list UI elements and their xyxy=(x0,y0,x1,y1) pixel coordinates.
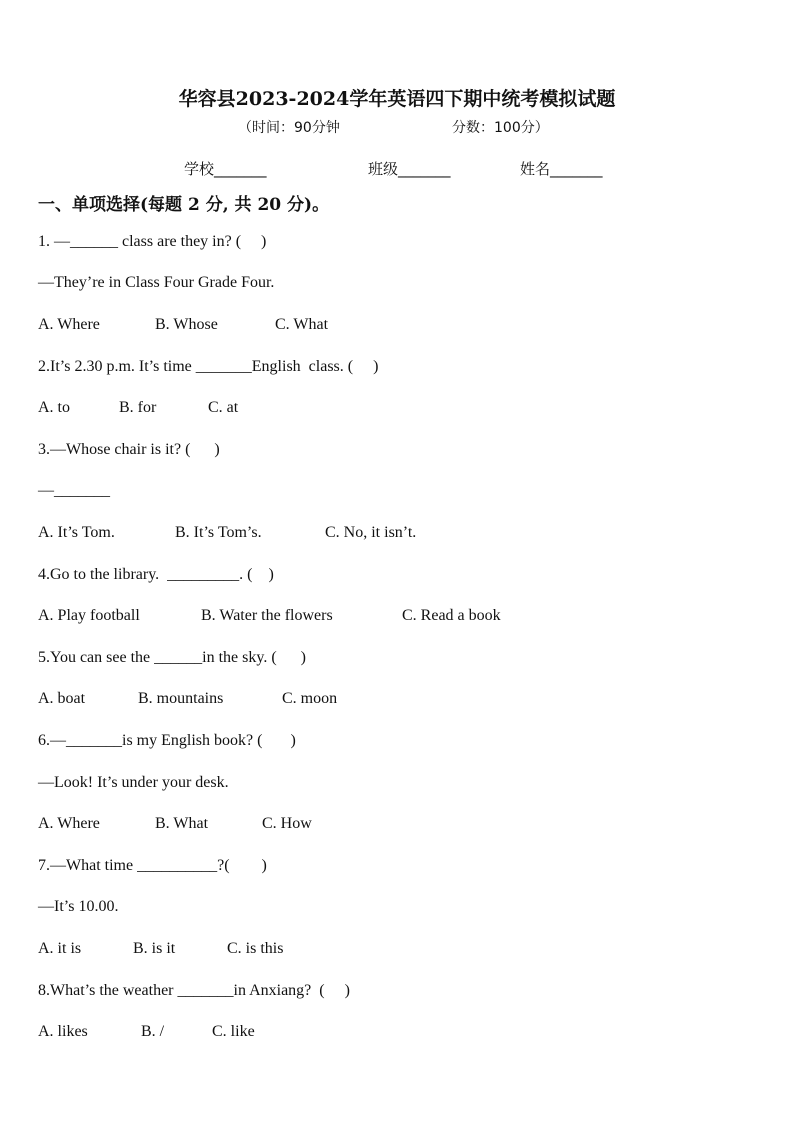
question-1-option-b: B. Whose xyxy=(155,316,218,333)
paper-title: 华容县2023-2024学年英语四下期中统考模拟试题 xyxy=(178,88,616,110)
section-heading: 一、单项选择(每题 2 分, 共 20 分)。 xyxy=(38,195,330,215)
question-7-option-b: B. is it xyxy=(133,940,176,957)
question-2-stem: 2.It’s 2.30 p.m. It’s time _______English class. ( ) xyxy=(38,358,379,375)
question-3-option-a: A. It’s Tom. xyxy=(38,524,115,541)
question-6-option-a: A. Where xyxy=(38,815,100,832)
question-8-option-a: A. likes xyxy=(38,1023,88,1040)
question-8-option-c: C. like xyxy=(212,1023,255,1040)
question-2-option-b: B. for xyxy=(119,399,157,416)
question-5-option-c: C. moon xyxy=(282,690,338,707)
question-3-stem: 3.—Whose chair is it? ( ) xyxy=(38,441,220,458)
question-6-answer-line: —Look! It’s under your desk. xyxy=(38,774,229,791)
question-3-option-b: B. It’s Tom’s. xyxy=(175,524,262,541)
name-field: 姓名_______ xyxy=(520,160,603,178)
question-1-answer-line: —They’re in Class Four Grade Four. xyxy=(38,274,275,291)
question-6-option-c: C. How xyxy=(262,815,312,832)
question-1-option-a: A. Where xyxy=(38,316,100,333)
question-4-stem: 4.Go to the library. _________. ( ) xyxy=(38,566,274,583)
question-1-option-c: C. What xyxy=(275,316,329,333)
school-field: 学校_______ xyxy=(184,160,267,178)
question-2-option-a: A. to xyxy=(38,399,70,416)
question-1-stem: 1. —______ class are they in? ( ) xyxy=(38,233,267,250)
question-6-stem: 6.—_______is my English book? ( ) xyxy=(38,732,296,749)
question-7-option-c: C. is this xyxy=(227,940,284,957)
question-4-option-c: C. Read a book xyxy=(402,607,501,624)
question-8-stem: 8.What’s the weather _______in Anxiang? ( ) xyxy=(38,982,350,999)
question-4-option-b: B. Water the flowers xyxy=(201,607,333,624)
question-8-option-b: B. / xyxy=(141,1023,165,1040)
question-3-option-c: C. No, it isn’t. xyxy=(325,524,417,541)
question-7-answer-line: —It’s 10.00. xyxy=(38,898,119,915)
exam-score: 分数：100分） xyxy=(452,120,549,136)
question-7-stem: 7.—What time __________?( ) xyxy=(38,857,267,874)
question-5-option-a: A. boat xyxy=(38,690,86,707)
question-2-option-c: C. at xyxy=(208,399,239,416)
question-6-option-b: B. What xyxy=(155,815,209,832)
question-5-option-b: B. mountains xyxy=(138,690,224,707)
exam-time: （时间：90分钟 xyxy=(238,120,340,136)
class-field: 班级_______ xyxy=(368,160,451,178)
question-3-answer-line: —_______ xyxy=(38,482,110,499)
question-5-stem: 5.You can see the ______in the sky. ( ) xyxy=(38,649,306,666)
question-7-option-a: A. it is xyxy=(38,940,82,957)
question-4-option-a: A. Play football xyxy=(38,607,140,624)
